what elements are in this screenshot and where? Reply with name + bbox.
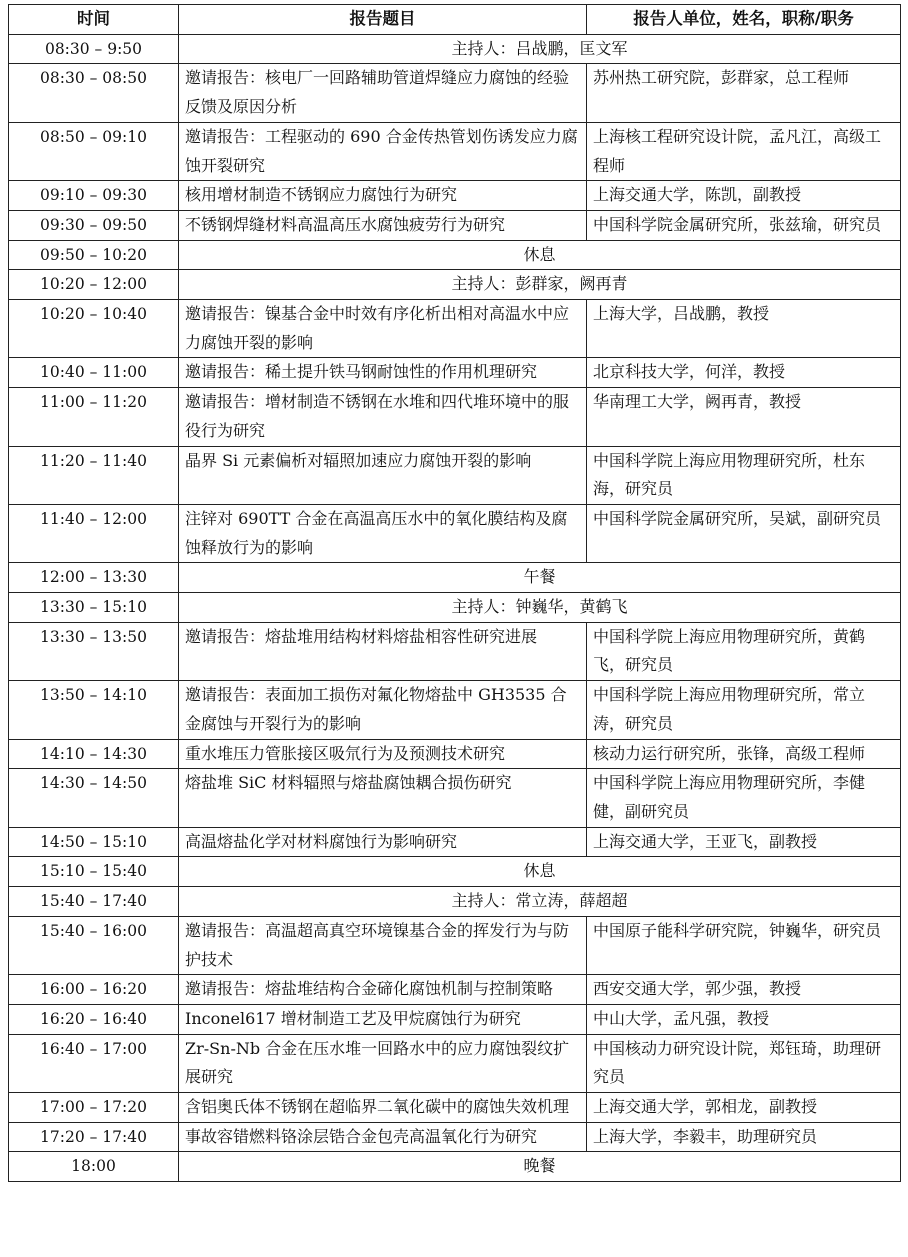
time-cell: 13:30 – 15:10: [9, 593, 179, 623]
speaker-info: 中国科学院金属研究所，吴斌，副研究员: [587, 504, 901, 562]
talk-title: 邀请报告：熔盐堆结构合金碲化腐蚀机制与控制策略: [179, 975, 587, 1005]
talk-row: [9, 300, 901, 358]
talk-row: [9, 916, 901, 974]
time-cell: 09:30 – 09:50: [9, 210, 179, 240]
talk-row: [9, 181, 901, 211]
time-cell: 16:00 – 16:20: [9, 975, 179, 1005]
session-row: [9, 857, 901, 887]
speaker-info: 中国原子能科学研究院，钟巍华，研究员: [587, 916, 901, 974]
time-cell: 14:30 – 14:50: [9, 769, 179, 827]
session-row: [9, 1152, 901, 1182]
talk-row: [9, 446, 901, 504]
time-cell: 13:30 – 13:50: [9, 622, 179, 680]
session-label: 休息: [179, 240, 901, 270]
talk-row: [9, 681, 901, 739]
talk-title: 注锌对 690TT 合金在高温高压水中的氧化膜结构及腐蚀释放行为的影响: [179, 504, 587, 562]
talk-title: 邀请报告：增材制造不锈钢在水堆和四代堆环境中的服役行为研究: [179, 388, 587, 446]
time-cell: 08:50 – 09:10: [9, 122, 179, 180]
time-cell: 10:20 – 10:40: [9, 300, 179, 358]
session-row: [9, 887, 901, 917]
talk-row: [9, 1004, 901, 1034]
header-speaker: 报告人单位，姓名，职称/职务: [587, 5, 901, 35]
header-title: 报告题目: [179, 5, 587, 35]
talk-title: 重水堆压力管胀接区吸氘行为及预测技术研究: [179, 739, 587, 769]
header-row: [9, 5, 901, 35]
session-row: [9, 34, 901, 64]
talk-row: [9, 1093, 901, 1123]
time-cell: 18:00: [9, 1152, 179, 1182]
time-cell: 15:40 – 17:40: [9, 887, 179, 917]
time-cell: 17:00 – 17:20: [9, 1093, 179, 1123]
talk-row: [9, 739, 901, 769]
speaker-info: 华南理工大学，阙再青，教授: [587, 388, 901, 446]
talk-title: 邀请报告：核电厂一回路辅助管道焊缝应力腐蚀的经验反馈及原因分析: [179, 64, 587, 122]
time-cell: 11:20 – 11:40: [9, 446, 179, 504]
talk-row: [9, 504, 901, 562]
talk-row: [9, 975, 901, 1005]
speaker-info: 核动力运行研究所，张锋，高级工程师: [587, 739, 901, 769]
session-row: [9, 563, 901, 593]
talk-row: [9, 622, 901, 680]
talk-title: 邀请报告：稀土提升铁马钢耐蚀性的作用机理研究: [179, 358, 587, 388]
speaker-info: 上海大学，吕战鹏，教授: [587, 300, 901, 358]
session-row: [9, 270, 901, 300]
speaker-info: 北京科技大学，何洋，教授: [587, 358, 901, 388]
talk-title: 高温熔盐化学对材料腐蚀行为影响研究: [179, 827, 587, 857]
time-cell: 13:50 – 14:10: [9, 681, 179, 739]
header-time: 时间: [9, 5, 179, 35]
talk-row: [9, 358, 901, 388]
session-row: [9, 240, 901, 270]
session-label: 午餐: [179, 563, 901, 593]
speaker-info: 上海大学，李毅丰，助理研究员: [587, 1122, 901, 1152]
time-cell: 10:40 – 11:00: [9, 358, 179, 388]
speaker-info: 上海核工程研究设计院，孟凡江，高级工程师: [587, 122, 901, 180]
talk-title: Zr-Sn-Nb 合金在压水堆一回路水中的应力腐蚀裂纹扩展研究: [179, 1034, 587, 1092]
time-cell: 08:30 – 08:50: [9, 64, 179, 122]
speaker-info: 中国科学院上海应用物理研究所，李健健，副研究员: [587, 769, 901, 827]
speaker-info: 中国科学院上海应用物理研究所，常立涛，研究员: [587, 681, 901, 739]
time-cell: 09:10 – 09:30: [9, 181, 179, 211]
talk-row: [9, 827, 901, 857]
talk-row: [9, 64, 901, 122]
talk-title: 邀请报告：熔盐堆用结构材料熔盐相容性研究进展: [179, 622, 587, 680]
speaker-info: 苏州热工研究院，彭群家，总工程师: [587, 64, 901, 122]
talk-row: [9, 1122, 901, 1152]
time-cell: 12:00 – 13:30: [9, 563, 179, 593]
time-cell: 15:40 – 16:00: [9, 916, 179, 974]
talk-title: 事故容错燃料铬涂层锆合金包壳高温氧化行为研究: [179, 1122, 587, 1152]
time-cell: 08:30 – 9:50: [9, 34, 179, 64]
speaker-info: 中山大学，孟凡强，教授: [587, 1004, 901, 1034]
session-label: 主持人：彭群家，阙再青: [179, 270, 901, 300]
talk-row: [9, 388, 901, 446]
session-label: 休息: [179, 857, 901, 887]
schedule-body: [9, 34, 901, 1181]
schedule-table: [8, 4, 901, 1182]
time-cell: 15:10 – 15:40: [9, 857, 179, 887]
time-cell: 14:50 – 15:10: [9, 827, 179, 857]
time-cell: 17:20 – 17:40: [9, 1122, 179, 1152]
session-row: [9, 593, 901, 623]
speaker-info: 上海交通大学，郭相龙，副教授: [587, 1093, 901, 1123]
session-label: 晚餐: [179, 1152, 901, 1182]
time-cell: 10:20 – 12:00: [9, 270, 179, 300]
speaker-info: 中国科学院金属研究所，张兹瑜，研究员: [587, 210, 901, 240]
time-cell: 11:00 – 11:20: [9, 388, 179, 446]
speaker-info: 上海交通大学，王亚飞，副教授: [587, 827, 901, 857]
talk-title: Inconel617 增材制造工艺及甲烷腐蚀行为研究: [179, 1004, 587, 1034]
talk-title: 邀请报告：表面加工损伤对氟化物熔盐中 GH3535 合金腐蚀与开裂行为的影响: [179, 681, 587, 739]
session-label: 主持人：吕战鹏，匡文军: [179, 34, 901, 64]
speaker-info: 上海交通大学，陈凯，副教授: [587, 181, 901, 211]
speaker-info: 中国科学院上海应用物理研究所，杜东海，研究员: [587, 446, 901, 504]
talk-title: 邀请报告：高温超高真空环境镍基合金的挥发行为与防护技术: [179, 916, 587, 974]
talk-row: [9, 769, 901, 827]
talk-title: 熔盐堆 SiC 材料辐照与熔盐腐蚀耦合损伤研究: [179, 769, 587, 827]
time-cell: 16:40 – 17:00: [9, 1034, 179, 1092]
speaker-info: 中国核动力研究设计院，郑钰琦，助理研究员: [587, 1034, 901, 1092]
speaker-info: 西安交通大学，郭少强，教授: [587, 975, 901, 1005]
talk-title: 不锈钢焊缝材料高温高压水腐蚀疲劳行为研究: [179, 210, 587, 240]
talk-row: [9, 122, 901, 180]
talk-row: [9, 1034, 901, 1092]
time-cell: 11:40 – 12:00: [9, 504, 179, 562]
talk-title: 含铝奥氏体不锈钢在超临界二氧化碳中的腐蚀失效机理: [179, 1093, 587, 1123]
talk-title: 晶界 Si 元素偏析对辐照加速应力腐蚀开裂的影响: [179, 446, 587, 504]
time-cell: 16:20 – 16:40: [9, 1004, 179, 1034]
talk-row: [9, 210, 901, 240]
speaker-info: 中国科学院上海应用物理研究所，黄鹤飞，研究员: [587, 622, 901, 680]
talk-title: 核用增材制造不锈钢应力腐蚀行为研究: [179, 181, 587, 211]
session-label: 主持人：钟巍华，黄鹤飞: [179, 593, 901, 623]
talk-title: 邀请报告：工程驱动的 690 合金传热管划伤诱发应力腐蚀开裂研究: [179, 122, 587, 180]
time-cell: 14:10 – 14:30: [9, 739, 179, 769]
session-label: 主持人：常立涛，薛超超: [179, 887, 901, 917]
time-cell: 09:50 – 10:20: [9, 240, 179, 270]
talk-title: 邀请报告：镍基合金中时效有序化析出相对高温水中应力腐蚀开裂的影响: [179, 300, 587, 358]
